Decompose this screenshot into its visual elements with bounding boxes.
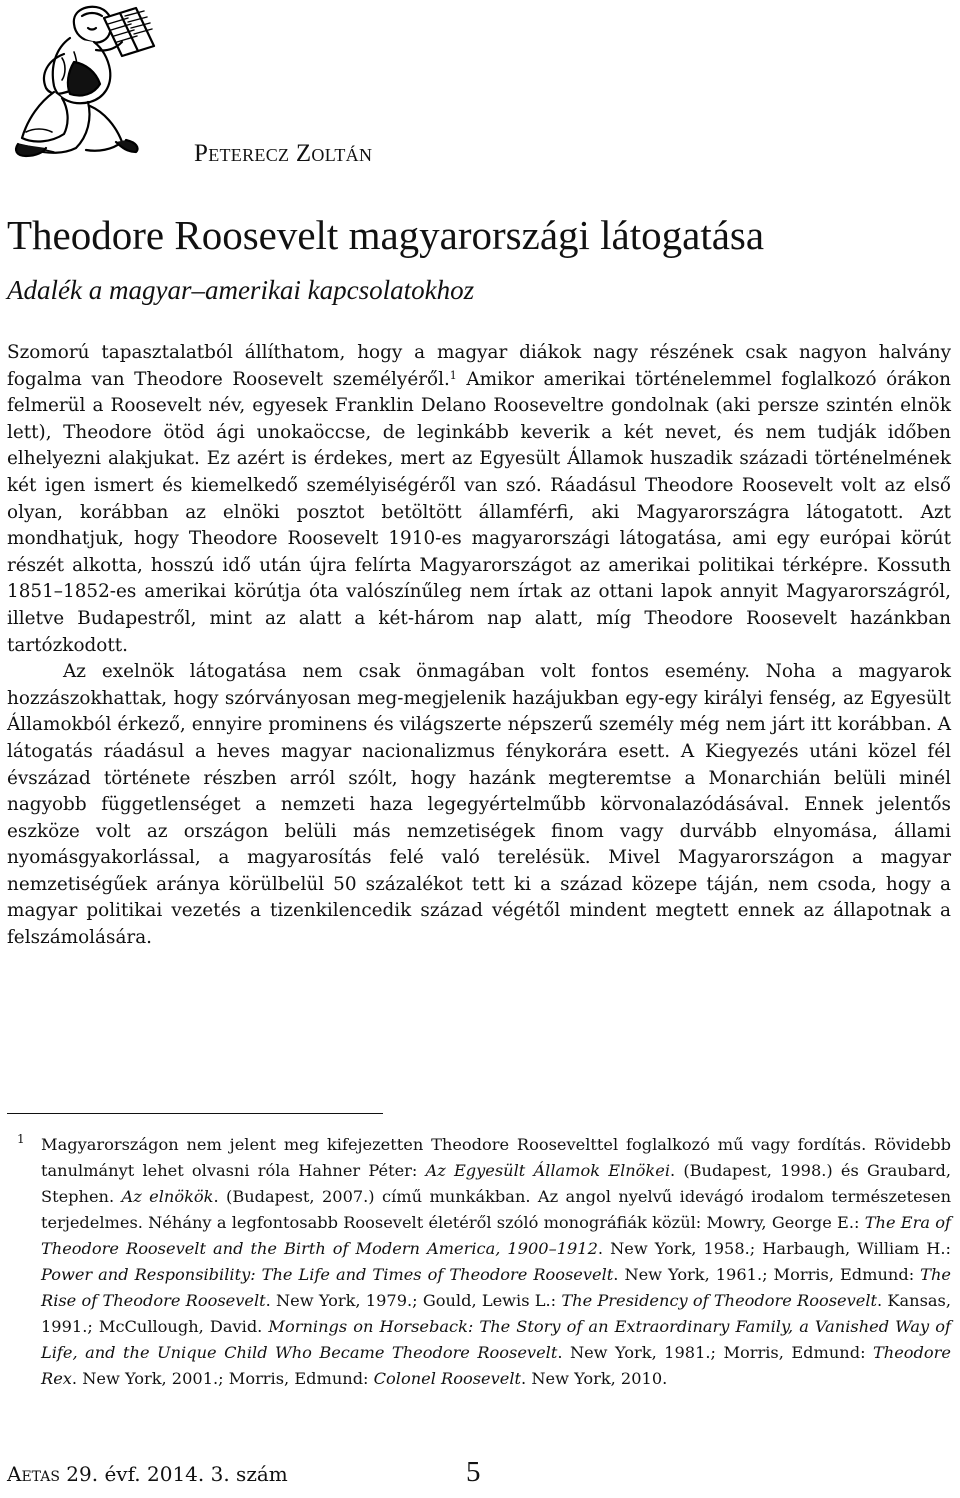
journal-name: Aetas	[7, 1462, 60, 1486]
footnote-segment: . New York, 2010.	[521, 1369, 668, 1388]
footnote-segment: . New York, 1979.; Gould, Lewis L.:	[265, 1291, 562, 1310]
footnote-segment: . New York, 1961.; Morris, Edmund:	[613, 1265, 921, 1284]
reading-man-logo-icon	[4, 2, 176, 160]
article-body	[7, 340, 951, 952]
footnote-book-title: The Presidency of Theodore Roosevelt	[561, 1291, 878, 1310]
journal-citation	[7, 1462, 288, 1486]
footnote-book-title: Theodore Rex	[41, 1343, 951, 1388]
body-paragraph: Az exelnök látogatása nem csak önmagában volt fontos esemény. Noha a magyarok hozzászokhattak, hogy szórványosan meg-megjelenik hazájukban egy-egy királyi fenség, az Egyesült Államokból érkező, ennyire prominens és világszerte népszerű személy még nem járt itt korábban. A látogatás ráadásul a heves magyar nacionalizmus fénykorára esett. A Kiegyezés utáni közel fél évszázad története részben arról szólt, hogy hazánk megteremtse a Monarchián belüli minél nagyobb függetlenséget a nemzeti haza legegyértelműbb körvonalazódásával. Ennek jelentős eszköze volt az országon belüli más nemzetiségek finom vagy durvább elnyomása, állami nyomásgyakorlással, a magyarosítás felé való terelésük. Mivel Magyarországon a magyar nemzetiségűek aránya körülbelül 50 százalékot tett ki a század közepe táján, nem csoda, hogy a magyar politikai vezetés a tizenkilencedik század végétől mindent megtett ennek az állapotnak a felszámolására.	[7, 661, 951, 949]
footnote-segment: . (Budapest, 2007.) című munkákban. Az angol nyelvű idevágó irodalom természetesen terjedelmes. Néhány a legfontosabb Roosevelt életéről szóló monográfiák közül: Mowry, George E.:	[41, 1187, 951, 1232]
journal-issue: 29. évf. 2014. 3. szám	[59, 1462, 288, 1486]
body-paragraph-text: Szomorú tapasztalatból állíthatom, hogy a magyar diákok nagy részének csak nagyon halvány fogalma van Theodore Roosevelt személyéről.	[7, 342, 951, 390]
footnote-text	[41, 1132, 951, 1392]
footnote-segment: . (Budapest, 1998.) és Graubard, Stephen.	[41, 1161, 951, 1206]
footnote-divider	[7, 1113, 383, 1114]
footnote-segment: . New York, 1981.; Morris, Edmund:	[557, 1343, 873, 1362]
footnote-book-title: Power and Responsibility: The Life and Times of Theodore Roosevelt	[41, 1265, 614, 1284]
footnote	[7, 1132, 951, 1392]
footnote-book-title: Mornings on Horseback: The Story of an Extraordinary Family, a Vanished Way of Life, and the Unique Child Who Became Theodore Roosevelt	[41, 1317, 951, 1362]
page-number: 5	[466, 1456, 481, 1488]
footnote-book-title: Colonel Roosevelt	[373, 1369, 522, 1388]
footnote-segment: . New York, 2001.; Morris, Edmund:	[71, 1369, 374, 1388]
footnote-book-title: The Era of Theodore Roosevelt and the Birth of Modern America, 1900–1912	[41, 1213, 951, 1258]
footnote-segment: . Kansas, 1991.; McCullough, David.	[41, 1291, 952, 1336]
footnote-book-title: Az Egyesült Államok Elnökei	[425, 1161, 670, 1180]
article-title: Theodore Roosevelt magyarországi látogatása	[7, 212, 765, 258]
footnote-reference[interactable]: 1	[449, 368, 457, 382]
body-paragraph	[7, 340, 951, 659]
article-subtitle: Adalék a magyar–amerikai kapcsolatokhoz	[7, 275, 475, 305]
footnote-segment: . New York, 1958.; Harbaugh, William H.:	[597, 1239, 951, 1258]
footnote-book-title: Az elnökök	[121, 1187, 214, 1206]
footnote-book-title: The Rise of Theodore Roosevelt	[41, 1265, 951, 1310]
footnote-number: 1	[17, 1132, 25, 1146]
body-paragraph-text: Amikor amerikai történelemmel foglalkozó órákon felmerül a Roosevelt név, egyesek Franklin Delano Rooseveltre gondolnak (aki persze szintén elnök lett), Theodore ötöd ági unokaöccse, de leginkább keverik a két nevet, és nem tudják időben elhelyezni alakjukat. Ez azért is érdekes, mert az Egyesült Államok huszadik századi történelmének két igen ismert és kiemelkedő személyiségéről van szó. Ráadásul Theodore Roosevelt volt az első olyan, korábban az elnöki posztot betöltött államférfi, aki Magyarországra látogatott. Azt mondhatjuk, hogy Theodore Roosevelt 1910-es magyarországi látogatása, ami egy európai körút részét alkotta, hosszú idő után újra felírta Magyarországot az amerikai politikai térképre. Kossuth 1851–1852-es amerikai körútja óta valószínűleg nem írtak az ottani lapok annyit Magyarországról, illetve Budapestről, mint az alatt a két-három nap alatt, míg Theodore Roosevelt hazánkban tartózkodott.	[7, 368, 951, 656]
footnote-segment: Magyarországon nem jelent meg kifejezetten Theodore Roosevelttel foglalkozó mű vagy fordítás. Rövidebb tanulmányt lehet olvasni róla Hahner Péter:	[41, 1135, 951, 1180]
author-name: Peterecz Zoltán	[194, 140, 373, 167]
